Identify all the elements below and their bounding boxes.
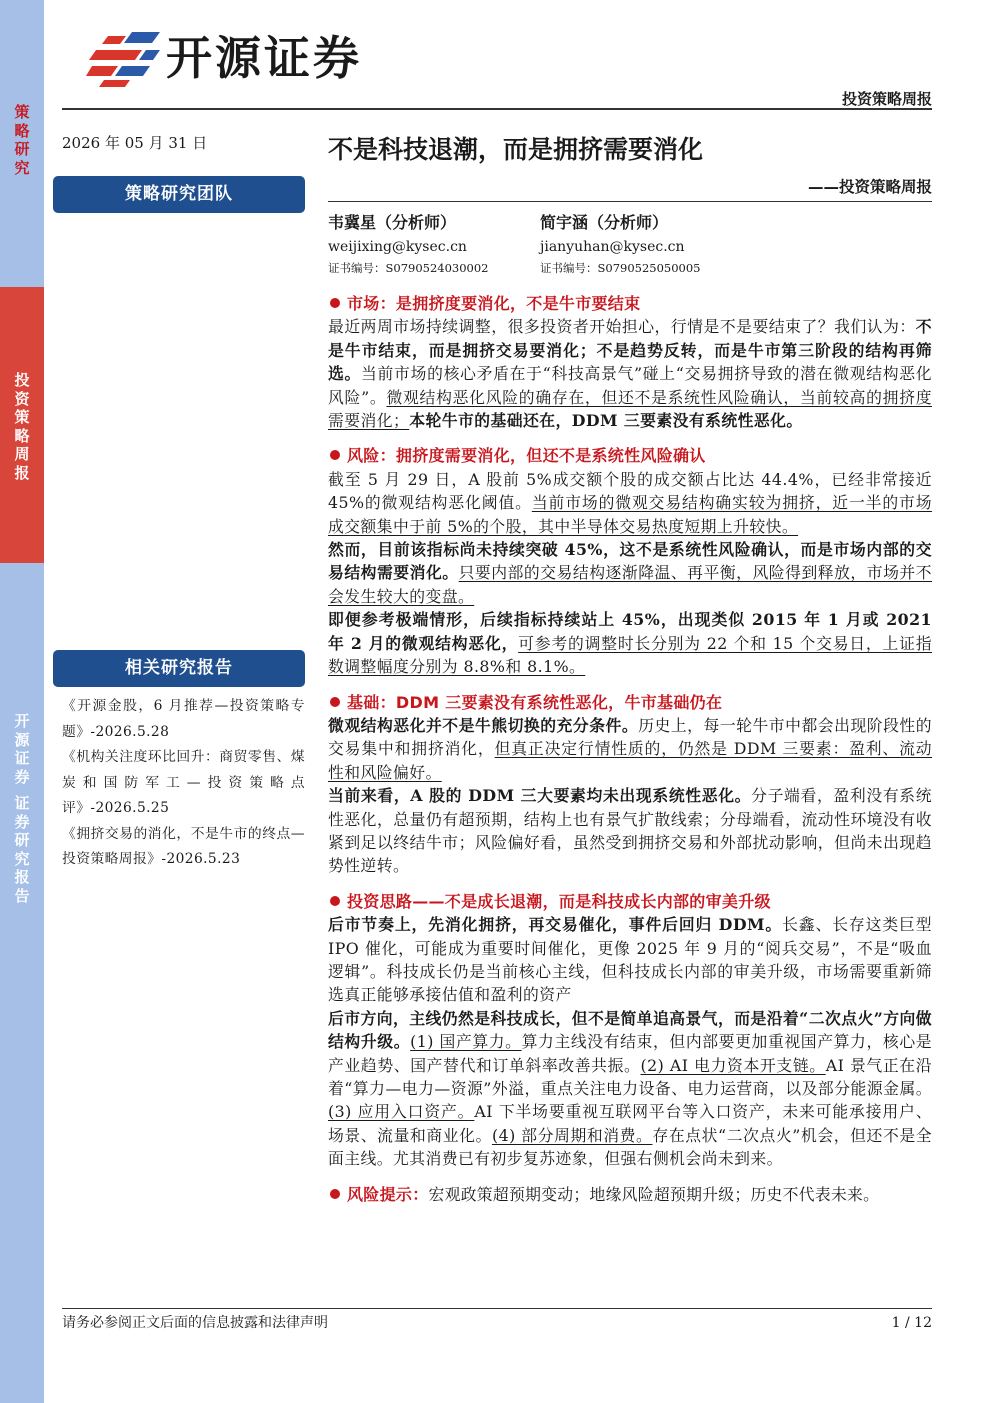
section-market	[328, 292, 932, 432]
analyst-cert: 证书编号：S0790525050005	[540, 261, 701, 275]
text-run-bold: 后市节奏上，先消化拥挤，再交易催化，事件后回归 DDM。	[328, 915, 783, 935]
section-heading	[328, 691, 932, 714]
paragraph	[328, 538, 932, 608]
related-report-item: 《机构关注度环比回升：商贸零售、煤炭和国防军工—投资策略点评》-2026.5.25	[62, 749, 305, 816]
text-run-underline: 微观结构恶化风险的确存在，但还不是系统性风险确认，当前较高的拥挤度需要消化；	[328, 387, 932, 431]
bullet-icon	[330, 1189, 340, 1199]
section-risk-analysis	[328, 444, 932, 678]
risk-warning-text: 宏观政策超预期变动；地缘风险超预期升级；历史不代表未来。	[428, 1184, 880, 1204]
sidebar-strip-bottom	[0, 563, 44, 1403]
footer-disclaimer: 请务必参阅正文后面的信息披露和法律声明	[62, 1315, 328, 1331]
text-run-underline: (2) AI 电力资本开支链。	[640, 1055, 826, 1075]
risk-warning-label: 风险提示：	[347, 1184, 429, 1204]
sidebar-label-category: 策略研究	[14, 103, 30, 177]
bullet-icon	[330, 298, 340, 308]
section-fundamentals	[328, 691, 932, 878]
sidebar-label-report-type: 投资策略周报	[14, 371, 30, 482]
text-run-bold: 即便参考极端情形，后续指标持续站上 45%，出现类似 2015 年 1 月或 2021 年 2 月的微观结构恶化，	[328, 610, 932, 653]
paragraph	[328, 315, 932, 432]
sidebar-label-company: 开源证券	[14, 712, 30, 786]
text-run: 当前市场的核心矛盾在于“科技高景气”碰上“交易拥挤导致的潜在微观结构恶化风险”。	[328, 364, 932, 407]
text-run-underline: 但真正决定行情性质的，仍然是 DDM 三要素：盈利、流动性和风险偏好。	[328, 739, 932, 782]
text-run-bold: 微观结构恶化并不是牛熊切换的充分条件。	[328, 715, 639, 735]
paragraph	[328, 608, 932, 678]
text-run-bold: 后市方向，主线仍然是科技成长，但不是简单追高景气，而是沿着“二次点火”方向做结构升级。	[328, 1008, 932, 1052]
text-run: AI 下半场要重视互联网平台等入口资产，未来可能承接用户、场景、流量和商业化。	[328, 1102, 932, 1145]
text-run-bold: 本轮牛市的基础还在，DDM 三要素没有系统性恶化。	[409, 411, 803, 431]
footer-divider	[62, 1308, 932, 1309]
report-title: 不是科技退潮，而是拥挤需要消化	[328, 135, 704, 164]
text-run: 历史上，每一轮牛市中都会出现阶段性的交易集中和拥挤消化，	[328, 715, 932, 759]
analyst-email: weijixing@kysec.cn	[328, 239, 467, 255]
text-run: 分子端看，盈利没有系统性恶化，总量仍有超预期，结构上也有景气扩散线索；分母端看，流动性环境没有收紧到足以终结牛市；风险偏好看，虽然受到拥挤交易和外部扰动影响，但尚未出现趋势性逆转。	[328, 786, 932, 876]
paragraph	[328, 468, 932, 538]
page-number: 1 / 12	[891, 1315, 932, 1331]
report-subtitle: ——投资策略周报	[807, 178, 932, 196]
text-run: 最近两周市场持续调整，很多投资者开始担心，行情是不是要结束了？我们认为：	[328, 317, 916, 337]
paragraph	[328, 714, 932, 784]
title-divider	[328, 201, 932, 202]
text-run: 截至 5 月 29 日，A 股前 5%成交额个股的成交额占比达 44.4%，已经非常接近 45%的微观结构恶化阈值。	[328, 469, 932, 513]
text-run-underline: (1) 国产算力。	[410, 1032, 522, 1052]
section-heading-text: 风险：拥挤度需要消化，但还不是系统性风险确认	[347, 446, 706, 466]
stripes-logo-icon	[86, 30, 164, 88]
text-run-underline: (4) 部分周期和消费。	[491, 1125, 653, 1145]
related-reports-title-box: 相关研究报告	[53, 650, 305, 687]
paragraph	[328, 913, 932, 1007]
paragraph	[328, 1007, 932, 1171]
section-heading-text: 基础：DDM 三要素没有系统性恶化，牛市基础仍在	[347, 692, 723, 712]
section-heading-text: 投资思路——不是成长退潮，而是科技成长内部的审美升级	[347, 891, 771, 911]
related-report-item: 《拥挤交易的消化，不是牛市的终点—投资策略周报》-2026.5.23	[62, 825, 305, 867]
analyst-card	[540, 212, 740, 276]
analyst-email: jianyuhan@kysec.cn	[540, 239, 685, 255]
bullet-icon	[330, 896, 340, 906]
text-run-underline: 只要内部的交易结构逐渐降温、再平衡，风险得到释放，市场并不会发生较大的变盘。	[328, 563, 932, 606]
risk-warning-line	[328, 1183, 932, 1206]
related-report-item: 《开源金股，6 月推荐—投资策略专题》-2026.5.28	[62, 698, 305, 740]
text-run-underline: 当前市场的微观交易结构确实较为拥挤，近一半的市场成交额集中于前 5%的个股，其中半导体交易热度短期上升较快。	[328, 493, 932, 536]
analyst-cert: 证书编号：S0790524030002	[328, 261, 489, 275]
text-run-underline: (3) 应用入口资产。	[328, 1102, 475, 1122]
summary-sections	[328, 292, 932, 1218]
section-investment-strategy	[328, 890, 932, 1171]
paragraph	[328, 784, 932, 878]
text-run: AI 景气正在沿着“算力—电力—资源”外溢，重点关注电力设备、电力运营商，以及部分能源金属。	[328, 1055, 932, 1098]
report-date: 2026 年 05 月 31 日	[62, 134, 208, 152]
section-heading	[328, 444, 932, 467]
header-report-type: 投资策略周报	[841, 90, 932, 108]
analyst-name: 简宇涵（分析师）	[540, 213, 669, 232]
sidebar-label-research-report: 证券研究报告	[14, 794, 30, 905]
team-title-box: 策略研究团队	[53, 176, 305, 213]
text-run: 算力主线没有结束，但内部要更加重视国产算力，核心是产业趋势、国产替代和订单斜率改善共振。	[328, 1032, 932, 1075]
section-risk-warning	[328, 1183, 932, 1206]
text-run-bold: 当前来看，A 股的 DDM 三大要素均未出现系统性恶化。	[328, 786, 752, 806]
section-heading	[328, 890, 932, 913]
bullet-icon	[330, 450, 340, 460]
text-run-underline: 可参考的调整时长分别为 22 个和 15 个交易日，上证指数调整幅度分别为 8.8%和 8.1%。	[328, 633, 932, 677]
section-heading	[328, 292, 932, 315]
text-run: 存在点状“二次点火”机会，但还不是全面主线。尤其消费已有初步复苏迹象，但强右侧机会尚未到来。	[328, 1125, 932, 1169]
section-heading-text: 市场：是拥挤度要消化，不是牛市要结束	[347, 294, 641, 313]
logo-wordmark: 开源证券	[166, 31, 362, 85]
analyst-name: 韦冀星（分析师）	[328, 213, 457, 232]
header-divider	[62, 108, 932, 110]
text-run-bold: 然而，目前该指标尚未持续突破 45%，这不是系统性风险确认，而是市场内部的交易结构需要消化。	[328, 540, 932, 583]
text-run-bold: 不是牛市结束，而是拥挤交易要消化；不是趋势反转，而是牛市第三阶段的结构再筛选。	[328, 317, 932, 384]
analyst-card	[328, 212, 528, 276]
bullet-icon	[330, 697, 340, 707]
related-reports-list	[62, 694, 305, 873]
text-run: 长鑫、长存这类巨型 IPO 催化，可能成为重要时间催化，更像 2025 年 9 月的“阅兵交易”，不是“吸血逻辑”。科技成长仍是当前核心主线，但科技成长内部的审美升级，市场需要重新筛选真正能够承接估值和盈利的资产	[328, 915, 933, 1005]
